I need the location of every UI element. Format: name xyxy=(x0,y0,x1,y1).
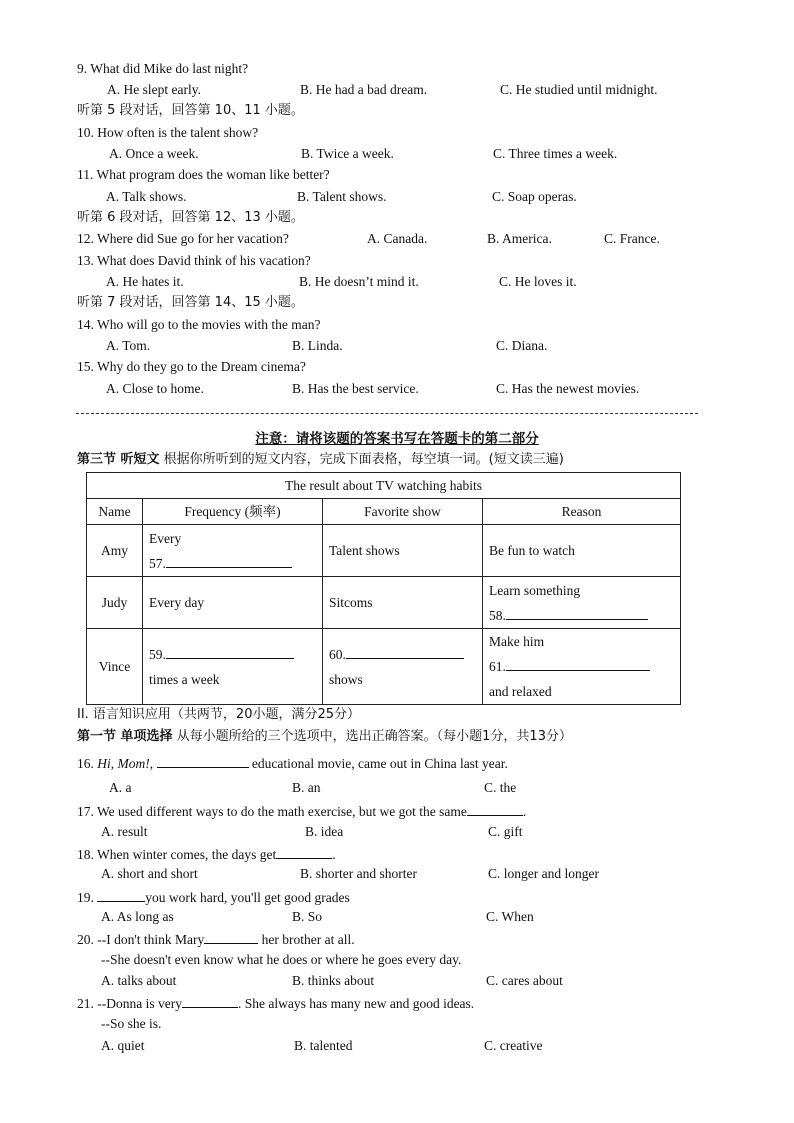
q9-option-c[interactable]: C. He studied until midnight. xyxy=(500,82,658,97)
q11-option-c[interactable]: C. Soap operas. xyxy=(492,189,577,204)
answer-sheet-notice: 注意：请将该题的答案书写在答题卡的第二部分 xyxy=(255,431,539,447)
vince-show-text: shows xyxy=(329,671,363,687)
q16-stem: 16. Hi, Mom!, educational movie, came out in China last year. xyxy=(77,753,508,773)
q10-stem: 10. How often is the talent show? xyxy=(77,125,259,140)
cell-amy-frequency xyxy=(143,525,323,577)
q19-stem: 19. you work hard, you'll get good grades xyxy=(77,887,350,907)
cell-vince-frequency xyxy=(143,629,323,705)
table-row-amy xyxy=(87,525,681,577)
q14-option-a[interactable]: A. Tom. xyxy=(106,338,151,353)
table-row-judy xyxy=(87,577,681,629)
q18-stem: 18. When winter comes, the days get . xyxy=(77,844,336,864)
table-title: The result about TV watching habits xyxy=(87,473,681,499)
part2-section1-heading xyxy=(77,728,572,746)
q18-option-a[interactable]: A. short and short xyxy=(101,866,198,881)
q16-option-b[interactable]: B. an xyxy=(292,780,321,795)
q18-option-b[interactable]: B. shorter and shorter xyxy=(300,866,417,881)
q17-option-a[interactable]: A. result xyxy=(101,824,148,839)
q16-blank[interactable] xyxy=(157,753,249,768)
cell-judy-frequency: Every day xyxy=(143,577,323,629)
q20-option-a[interactable]: A. talks about xyxy=(101,973,177,988)
table-row-vince xyxy=(87,629,681,705)
section3-heading xyxy=(77,451,564,469)
cell-amy-name: Amy xyxy=(87,525,143,577)
q18-blank[interactable] xyxy=(276,844,332,859)
dialog7-instruction: 听第 7 段对话，回答第 14、15 小题。 xyxy=(77,295,304,310)
q10-option-b[interactable]: B. Twice a week. xyxy=(301,146,394,161)
q13-option-c[interactable]: C. He loves it. xyxy=(499,274,577,289)
q14-option-b[interactable]: B. Linda. xyxy=(292,338,343,353)
q9-option-a[interactable]: A. He slept early. xyxy=(107,82,201,97)
q17-stem: 17. We used different ways to do the math exercise, but we got the same . xyxy=(77,801,526,821)
section3-title: 第三节 听短文 xyxy=(77,452,160,467)
amy-frequency-text: Every xyxy=(149,530,182,546)
q20-stem: 20. --I don't think Mary her brother at all. xyxy=(77,929,355,949)
q11-option-a[interactable]: A. Talk shows. xyxy=(106,189,187,204)
q17-option-b[interactable]: B. idea xyxy=(305,824,344,839)
tv-habits-table xyxy=(86,472,681,705)
q17-option-c[interactable]: C. gift xyxy=(488,824,523,839)
header-frequency: Frequency (频率) xyxy=(143,499,323,525)
cell-amy-show: Talent shows xyxy=(323,525,483,577)
q12-option-c[interactable]: C. France. xyxy=(604,231,660,246)
q10-option-c[interactable]: C. Three times a week. xyxy=(493,146,618,161)
blank-58[interactable]: 58. xyxy=(489,603,674,628)
section1-instruction: 从每小题所给的三个选项中，选出正确答案。（每小题1分，共13分） xyxy=(172,729,572,744)
q19-option-a[interactable]: A. As long as xyxy=(101,909,174,924)
cell-vince-name: Vince xyxy=(87,629,143,705)
q21-blank[interactable] xyxy=(182,993,238,1008)
q14-option-c[interactable]: C. Diana. xyxy=(496,338,548,353)
header-reason: Reason xyxy=(483,499,681,525)
dialog6-instruction: 听第 6 段对话，回答第 12、13 小题。 xyxy=(77,210,304,225)
header-name: Name xyxy=(87,499,143,525)
vince-reason-text: Make him xyxy=(489,634,545,649)
q9-stem: 9. What did Mike do last night? xyxy=(77,61,249,76)
q18-option-c[interactable]: C. longer and longer xyxy=(488,866,599,881)
q15-option-a[interactable]: A. Close to home. xyxy=(106,381,204,396)
q19-blank[interactable] xyxy=(97,887,145,902)
q10-option-a[interactable]: A. Once a week. xyxy=(109,146,199,161)
q12-option-b[interactable]: B. America. xyxy=(487,231,552,246)
cell-judy-show: Sitcoms xyxy=(323,577,483,629)
cell-judy-name: Judy xyxy=(87,577,143,629)
vince-reason-text-2: and relaxed xyxy=(489,684,552,699)
q17-blank[interactable] xyxy=(467,801,523,816)
q21-option-b[interactable]: B. talented xyxy=(294,1038,353,1053)
q12-stem: 12. Where did Sue go for her vacation? xyxy=(77,231,289,246)
q21-option-a[interactable]: A. quiet xyxy=(101,1038,145,1053)
q20-reply: --She doesn't even know what he does or where he goes every day. xyxy=(101,952,462,967)
q14-stem: 14. Who will go to the movies with the man? xyxy=(77,317,321,332)
judy-reason-text: Learn something xyxy=(489,582,581,598)
q15-stem: 15. Why do they go to the Dream cinema? xyxy=(77,359,306,374)
q16-option-a[interactable]: A. a xyxy=(109,780,132,795)
vince-frequency-text: times a week xyxy=(149,671,220,687)
q11-option-b[interactable]: B. Talent shows. xyxy=(297,189,387,204)
q12-option-a[interactable]: A. Canada. xyxy=(367,231,428,246)
section1-title: 第一节 单项选择 xyxy=(77,729,173,744)
cell-vince-reason xyxy=(483,629,681,705)
blank-60[interactable]: 60. xyxy=(329,642,476,667)
dashed-divider xyxy=(76,413,698,414)
q9-option-b[interactable]: B. He had a bad dream. xyxy=(300,82,428,97)
q13-option-a[interactable]: A. He hates it. xyxy=(106,274,184,289)
q11-stem: 11. What program does the woman like better? xyxy=(77,167,330,182)
q20-option-b[interactable]: B. thinks about xyxy=(292,973,375,988)
blank-59[interactable]: 59. xyxy=(149,642,316,667)
q13-option-b[interactable]: B. He doesn’t mind it. xyxy=(299,274,419,289)
q16-option-c[interactable]: C. the xyxy=(484,780,517,795)
part2-heading: II. 语言知识应用（共两节，20小题，满分25分） xyxy=(77,707,361,722)
cell-judy-reason xyxy=(483,577,681,629)
q20-blank[interactable] xyxy=(204,929,258,944)
dialog5-instruction: 听第 5 段对话，回答第 10、11 小题。 xyxy=(77,103,304,118)
q19-option-b[interactable]: B. So xyxy=(292,909,323,924)
q21-stem: 21. --Donna is very . She always has many new and good ideas. xyxy=(77,993,474,1013)
cell-amy-reason: Be fun to watch xyxy=(483,525,681,577)
q15-option-c[interactable]: C. Has the newest movies. xyxy=(496,381,640,396)
blank-57[interactable]: 57. xyxy=(149,551,316,576)
q21-option-c[interactable]: C. creative xyxy=(484,1038,543,1053)
blank-61[interactable]: 61. xyxy=(489,654,674,679)
header-favorite-show: Favorite show xyxy=(323,499,483,525)
q19-option-c[interactable]: C. When xyxy=(486,909,534,924)
q21-reply: --So she is. xyxy=(101,1016,162,1031)
q15-option-b[interactable]: B. Has the best service. xyxy=(292,381,419,396)
q13-stem: 13. What does David think of his vacation? xyxy=(77,253,311,268)
section3-instruction: 根据你所听到的短文内容，完成下面表格，每空填一词。(短文读三遍) xyxy=(159,452,564,467)
cell-vince-show xyxy=(323,629,483,705)
q20-option-c[interactable]: C. cares about xyxy=(486,973,563,988)
